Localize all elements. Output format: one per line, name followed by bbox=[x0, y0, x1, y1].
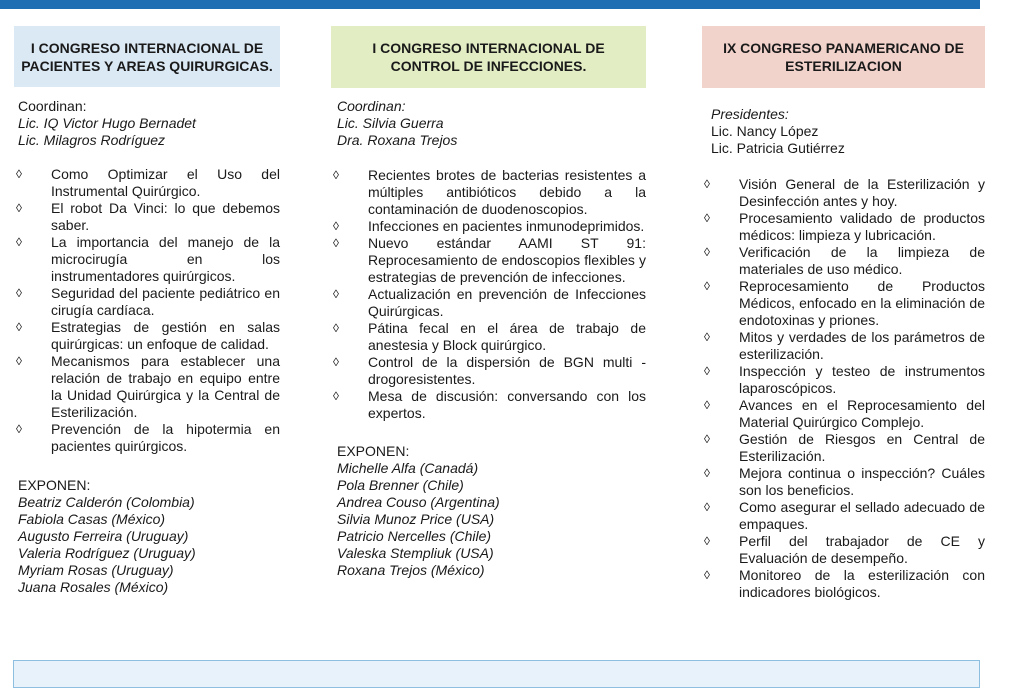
topic-item: ◊ Mitos y verdades de los parámetros de esterilización. bbox=[704, 329, 985, 362]
topic-item: ◊ Como asegurar el sellado adecuado de empaques. bbox=[704, 499, 985, 532]
coordinators-label: Coordinan: bbox=[18, 98, 87, 114]
diamond-bullet-icon: ◊ bbox=[704, 330, 710, 344]
diamond-bullet-icon: ◊ bbox=[704, 500, 710, 514]
diamond-bullet-icon: ◊ bbox=[16, 167, 22, 181]
coordinators-block bbox=[14, 98, 280, 149]
speaker-name: Juana Rosales (México) bbox=[18, 579, 169, 595]
topic-item: ◊ Nuevo estándar AAMI ST 91: Reprocesamiento de endoscopios flexibles y estrategias de prevención de infecciones. bbox=[333, 235, 646, 285]
diamond-bullet-icon: ◊ bbox=[16, 422, 22, 436]
diamond-bullet-icon: ◊ bbox=[333, 355, 339, 369]
topic-item: ◊ Procesamiento validado de productos médicos: limpieza y lubricación. bbox=[704, 210, 985, 243]
topic-item: ◊ Mejora continua o inspección? Cuáles son los beneficios. bbox=[704, 465, 985, 498]
coordinator-name: Dra. Roxana Trejos bbox=[337, 132, 458, 148]
speakers-label: EXPONEN: bbox=[337, 443, 410, 459]
topic-item: ◊ Verificación de la limpieza de materiales de uso médico. bbox=[704, 244, 985, 277]
president-name: Lic. Nancy López bbox=[711, 123, 819, 139]
coordinators-label: Coordinan: bbox=[337, 98, 406, 114]
speaker-name: Pola Brenner (Chile) bbox=[337, 477, 464, 493]
topic-item: ◊ Estrategias de gestión en salas quirúrgicas: un enfoque de calidad. bbox=[16, 319, 280, 352]
topic-list bbox=[14, 166, 280, 455]
diamond-bullet-icon: ◊ bbox=[704, 245, 710, 259]
topic-item: ◊ Gestión de Riesgos en Central de Esterilización. bbox=[704, 431, 985, 464]
topic-item: ◊ Mecanismos para establecer una relación de trabajo en equipo entre la Unidad Quirúrgica y la Central de Esterilización. bbox=[16, 353, 280, 420]
diamond-bullet-icon: ◊ bbox=[333, 168, 339, 182]
column-title: I CONGRESO INTERNACIONAL DE PACIENTES Y AREAS QUIRURGICAS. bbox=[14, 26, 280, 87]
president-name: Lic. Patricia Gutiérrez bbox=[711, 140, 845, 156]
diamond-bullet-icon: ◊ bbox=[333, 236, 339, 250]
column-title: I CONGRESO INTERNACIONAL DE CONTROL DE INFECCIONES. bbox=[331, 26, 646, 88]
column-pacientes-areas-quirurgicas bbox=[14, 26, 280, 596]
diamond-bullet-icon: ◊ bbox=[333, 389, 339, 403]
topic-item: ◊ Control de la dispersión de BGN multi -drogoresistentes. bbox=[333, 354, 646, 387]
diamond-bullet-icon: ◊ bbox=[704, 534, 710, 548]
presidents-label: Presidentes: bbox=[711, 106, 789, 122]
topic-item: ◊ Mesa de discusión: conversando con los expertos. bbox=[333, 388, 646, 421]
footer-banner bbox=[13, 660, 980, 688]
coordinators-block bbox=[331, 98, 646, 149]
speaker-name: Silvia Munoz Price (USA) bbox=[337, 511, 495, 527]
column-title: IX CONGRESO PANAMERICANO DE ESTERILIZACION bbox=[702, 26, 985, 88]
speaker-name: Andrea Couso (Argentina) bbox=[337, 494, 500, 510]
diamond-bullet-icon: ◊ bbox=[16, 286, 22, 300]
topic-item: ◊ Perfil del trabajador de CE y Evaluación de desempeño. bbox=[704, 533, 985, 566]
diamond-bullet-icon: ◊ bbox=[704, 211, 710, 225]
column-control-infecciones bbox=[331, 26, 646, 579]
speaker-name: Myriam Rosas (Uruguay) bbox=[18, 562, 174, 578]
diamond-bullet-icon: ◊ bbox=[704, 432, 710, 446]
speaker-name: Michelle Alfa (Canadá) bbox=[337, 460, 479, 476]
coordinator-name: Lic. Silvia Guerra bbox=[337, 115, 444, 131]
diamond-bullet-icon: ◊ bbox=[704, 568, 710, 582]
diamond-bullet-icon: ◊ bbox=[16, 201, 22, 215]
diamond-bullet-icon: ◊ bbox=[333, 321, 339, 335]
topic-item: ◊ Pátina fecal en el área de trabajo de anestesia y Block quirúrgico. bbox=[333, 320, 646, 353]
diamond-bullet-icon: ◊ bbox=[333, 219, 339, 233]
topic-item: ◊ Seguridad del paciente pediátrico en cirugía cardíaca. bbox=[16, 285, 280, 318]
topic-item: ◊ Reprocesamiento de Productos Médicos, enfocado en la eliminación de endotoxinas y priones. bbox=[704, 278, 985, 328]
diamond-bullet-icon: ◊ bbox=[704, 466, 710, 480]
topic-item: ◊ Prevención de la hipotermia en pacientes quirúrgicos. bbox=[16, 421, 280, 454]
speaker-name: Valeska Stempliuk (USA) bbox=[337, 545, 494, 561]
speaker-name: Fabiola Casas (México) bbox=[18, 511, 166, 527]
speakers-block bbox=[331, 443, 646, 579]
speakers-label: EXPONEN: bbox=[18, 477, 91, 493]
diamond-bullet-icon: ◊ bbox=[16, 320, 22, 334]
speaker-name: Roxana Trejos (México) bbox=[337, 562, 485, 578]
top-accent-bar bbox=[0, 0, 980, 9]
coordinator-name: Lic. IQ Victor Hugo Bernadet bbox=[18, 115, 196, 131]
topic-item: ◊ Monitoreo de la esterilización con indicadores biológicos. bbox=[704, 567, 985, 600]
diamond-bullet-icon: ◊ bbox=[16, 354, 22, 368]
coordinator-name: Lic. Milagros Rodríguez bbox=[18, 132, 166, 148]
topic-item: ◊ Como Optimizar el Uso del Instrumental Quirúrgico. bbox=[16, 166, 280, 199]
column-panamericano-esterilizacion bbox=[702, 26, 985, 601]
topic-item: ◊ La importancia del manejo de la microcirugía en los instrumentadores quirúrgicos. bbox=[16, 234, 280, 284]
speaker-name: Valeria Rodríguez (Uruguay) bbox=[18, 545, 196, 561]
diamond-bullet-icon: ◊ bbox=[704, 398, 710, 412]
presidents-block bbox=[702, 106, 985, 157]
speaker-name: Augusto Ferreira (Uruguay) bbox=[18, 528, 189, 544]
diamond-bullet-icon: ◊ bbox=[704, 279, 710, 293]
topic-item: ◊ Inspección y testeo de instrumentos laparoscópicos. bbox=[704, 363, 985, 396]
topic-list bbox=[702, 176, 985, 601]
speaker-name: Patricio Nercelles (Chile) bbox=[337, 528, 492, 544]
topic-item: ◊ El robot Da Vinci: lo que debemos saber. bbox=[16, 200, 280, 233]
speakers-block bbox=[14, 477, 280, 596]
topic-list bbox=[331, 167, 646, 422]
diamond-bullet-icon: ◊ bbox=[704, 177, 710, 191]
diamond-bullet-icon: ◊ bbox=[333, 287, 339, 301]
speaker-name: Beatriz Calderón (Colombia) bbox=[18, 494, 195, 510]
topic-item: ◊ Visión General de la Esterilización y Desinfección antes y hoy. bbox=[704, 176, 985, 209]
diamond-bullet-icon: ◊ bbox=[16, 235, 22, 249]
topic-item: ◊ Infecciones en pacientes inmunodeprimidos. bbox=[333, 218, 645, 234]
topic-item: ◊ Recientes brotes de bacterias resistentes a múltiples antibióticos debido a la contaminación de duodenoscopios. bbox=[333, 167, 646, 217]
topic-item: ◊ Avances en el Reprocesamiento del Material Quirúrgico Complejo. bbox=[704, 397, 985, 430]
diamond-bullet-icon: ◊ bbox=[704, 364, 710, 378]
topic-item: ◊ Actualización en prevención de Infecciones Quirúrgicas. bbox=[333, 286, 646, 319]
